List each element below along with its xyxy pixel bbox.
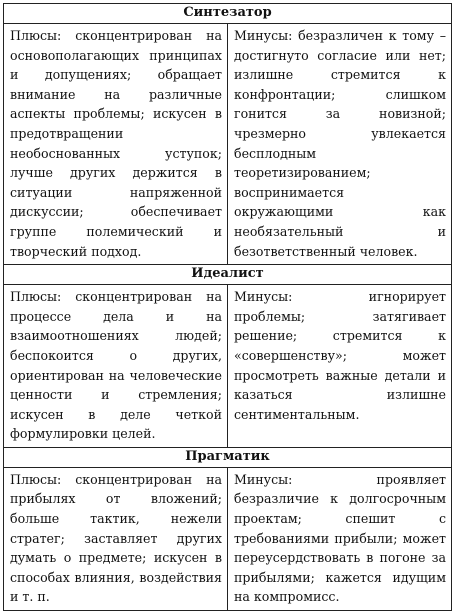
section-title-pragmatist: Прагматик <box>4 447 452 467</box>
section-header-row <box>4 265 452 285</box>
section-header-row <box>4 4 452 24</box>
section-row <box>4 24 452 265</box>
cons-cell: Минусы: проявляет безразличие к долгосрочным проектам; спешит с требованиями прибыли; может переусердствовать в погоне за прибылями; кажется идущим на компромисс. <box>228 467 452 610</box>
section-row <box>4 467 452 610</box>
cons-cell: Минусы: игнорирует проблемы; затягивает решение; стремится к «совершенству»; может просмотреть важные детали и казаться излишне сентиментальным. <box>228 285 452 448</box>
section-title-synthesizer: Синтезатор <box>4 4 452 24</box>
section-title-idealist: Идеалист <box>4 265 452 285</box>
section-row <box>4 285 452 448</box>
cons-cell: Минусы: безразличен к тому – достигнуто согласие или нет; излишне стремится к конфронтации; слишком гонится за новизной; чрезмерно увлекается бесплодным теоретизированием; воспринимается окружающими как необязательный и безответственный человек. <box>228 24 452 265</box>
pros-cell: Плюсы: сконцентрирован на прибылях от вложений; больше тактик, нежели стратег; заставляет других думать о предмете; искусен в способах влияния, воздействия и т. п. <box>4 467 228 610</box>
pros-cell: Плюсы: сконцентрирован на основополагающих принципах и допущениях; обращает внимание на различные аспекты проблемы; искусен в предотвращении необоснованных уступок; лучше других держится в ситуации напряженной дискуссии; обеспечивает группе полемический и творческий подход. <box>4 24 228 265</box>
section-header-row <box>4 447 452 467</box>
page <box>3 3 452 605</box>
pros-cell: Плюсы: сконцентрирован на процессе дела и на взаимоотношениях людей; беспокоится о других, ориентирован на человеческие ценности и стремления; искусен в деле четкой формулировки целей. <box>4 285 228 448</box>
